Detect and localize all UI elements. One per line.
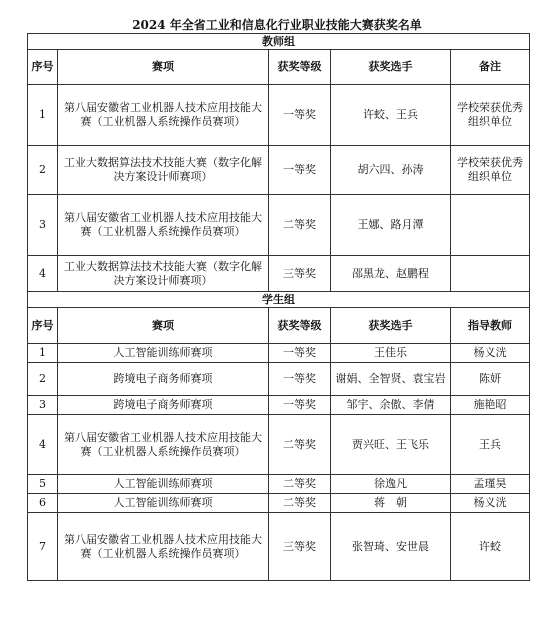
table-row bbox=[28, 256, 530, 292]
row-no: 3 bbox=[28, 396, 58, 415]
table-row bbox=[28, 396, 530, 415]
header-note: 备注 bbox=[451, 50, 530, 85]
row-no: 3 bbox=[28, 195, 58, 256]
header-advisor: 指导教师 bbox=[451, 308, 530, 344]
header-winners: 获奖选手 bbox=[331, 308, 451, 344]
row-no: 6 bbox=[28, 494, 58, 513]
row-no: 2 bbox=[28, 363, 58, 396]
row-level: 二等奖 bbox=[269, 475, 331, 494]
row-event: 人工智能训练师赛项 bbox=[58, 344, 269, 363]
header-level: 获奖等级 bbox=[269, 308, 331, 344]
row-event: 第八届安徽省工业机器人技术应用技能大赛（工业机器人系统操作员赛项） bbox=[58, 415, 269, 475]
row-event: 工业大数据算法技术技能大赛（数字化解决方案设计师赛项） bbox=[58, 256, 269, 292]
table-row bbox=[28, 195, 530, 256]
row-no: 4 bbox=[28, 415, 58, 475]
table-row bbox=[28, 513, 530, 581]
row-level: 三等奖 bbox=[269, 513, 331, 581]
row-no: 1 bbox=[28, 344, 58, 363]
table-row bbox=[28, 344, 530, 363]
row-note: 学校荣获优秀组织单位 bbox=[451, 85, 530, 146]
row-note bbox=[451, 195, 530, 256]
teacher-group-heading: 教师组 bbox=[28, 34, 530, 50]
row-advisor: 孟瑾昊 bbox=[451, 475, 530, 494]
row-advisor: 许蛟 bbox=[451, 513, 530, 581]
header-no: 序号 bbox=[28, 50, 58, 85]
row-advisor: 施艳昭 bbox=[451, 396, 530, 415]
row-event: 工业大数据算法技术技能大赛（数字化解决方案设计师赛项） bbox=[58, 146, 269, 195]
header-level: 获奖等级 bbox=[269, 50, 331, 85]
student-group-heading: 学生组 bbox=[28, 292, 530, 308]
row-note: 学校荣获优秀组织单位 bbox=[451, 146, 530, 195]
row-winners: 王娜、路月潭 bbox=[331, 195, 451, 256]
table-row bbox=[28, 363, 530, 396]
row-event: 人工智能训练师赛项 bbox=[58, 494, 269, 513]
row-level: 二等奖 bbox=[269, 195, 331, 256]
row-winners: 邵黑龙、赵鹏程 bbox=[331, 256, 451, 292]
row-level: 二等奖 bbox=[269, 494, 331, 513]
row-event: 第八届安徽省工业机器人技术应用技能大赛（工业机器人系统操作员赛项） bbox=[58, 85, 269, 146]
row-winners: 谢娟、全智贤、袁宝岩 bbox=[331, 363, 451, 396]
row-no: 4 bbox=[28, 256, 58, 292]
table-row bbox=[28, 85, 530, 146]
row-winners: 张智琦、安世晨 bbox=[331, 513, 451, 581]
row-level: 一等奖 bbox=[269, 85, 331, 146]
row-winners: 王佳乐 bbox=[331, 344, 451, 363]
row-advisor: 王兵 bbox=[451, 415, 530, 475]
row-no: 2 bbox=[28, 146, 58, 195]
student-header-row bbox=[28, 308, 530, 344]
row-level: 二等奖 bbox=[269, 415, 331, 475]
row-no: 5 bbox=[28, 475, 58, 494]
header-event: 赛项 bbox=[58, 50, 269, 85]
award-table bbox=[27, 33, 530, 581]
header-event: 赛项 bbox=[58, 308, 269, 344]
document-title: 2024 年全省工业和信息化行业职业技能大赛获奖名单 bbox=[132, 18, 422, 32]
row-winners: 徐逸凡 bbox=[331, 475, 451, 494]
row-event: 第八届安徽省工业机器人技术应用技能大赛（工业机器人系统操作员赛项） bbox=[58, 513, 269, 581]
table-row bbox=[28, 494, 530, 513]
row-level: 三等奖 bbox=[269, 256, 331, 292]
row-winners: 蒋 朝 bbox=[331, 494, 451, 513]
row-level: 一等奖 bbox=[269, 344, 331, 363]
row-level: 一等奖 bbox=[269, 396, 331, 415]
row-winners: 邹宇、余傲、李倩 bbox=[331, 396, 451, 415]
row-winners: 许蛟、王兵 bbox=[331, 85, 451, 146]
header-winners: 获奖选手 bbox=[331, 50, 451, 85]
row-event: 第八届安徽省工业机器人技术应用技能大赛（工业机器人系统操作员赛项） bbox=[58, 195, 269, 256]
table-row bbox=[28, 146, 530, 195]
row-event: 人工智能训练师赛项 bbox=[58, 475, 269, 494]
row-level: 一等奖 bbox=[269, 146, 331, 195]
header-no: 序号 bbox=[28, 308, 58, 344]
row-advisor: 陈妍 bbox=[451, 363, 530, 396]
row-level: 一等奖 bbox=[269, 363, 331, 396]
row-winners: 贾兴旺、王飞乐 bbox=[331, 415, 451, 475]
table-row bbox=[28, 475, 530, 494]
teacher-header-row bbox=[28, 50, 530, 85]
row-advisor: 杨义洸 bbox=[451, 344, 530, 363]
row-no: 7 bbox=[28, 513, 58, 581]
row-note bbox=[451, 256, 530, 292]
row-no: 1 bbox=[28, 85, 58, 146]
row-advisor: 杨义洸 bbox=[451, 494, 530, 513]
row-event: 跨境电子商务师赛项 bbox=[58, 396, 269, 415]
row-event: 跨境电子商务师赛项 bbox=[58, 363, 269, 396]
row-winners: 胡六四、孙涛 bbox=[331, 146, 451, 195]
table-row bbox=[28, 415, 530, 475]
